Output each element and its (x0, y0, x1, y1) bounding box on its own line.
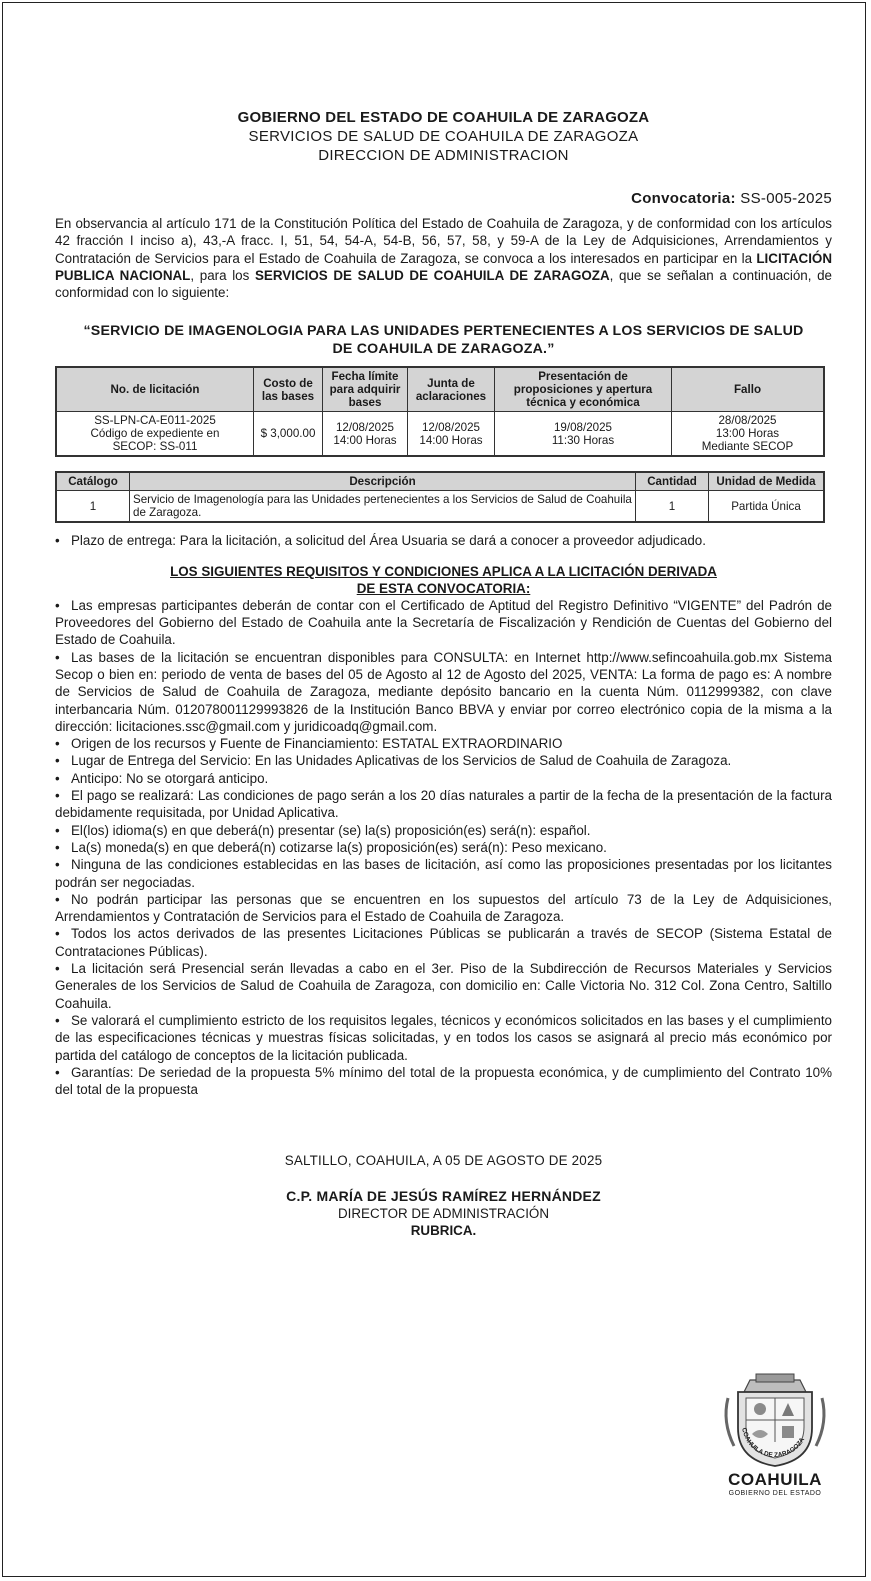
requisito-text: Lugar de Entrega del Servicio: En las Unidades Aplicativas de los Servicios de Salud de Coahuila de Zaragoza. (71, 753, 732, 769)
list-item (55, 770, 832, 787)
requisito-text: Las bases de la licitación se encuentran disponibles para CONSULTA: en Internet http://www.sefincoahuila.gob.mx Sistema Secop o bien en: periodo de venta de bases del 05 de Agosto al 12 de Agosto del 2025, VENTA: La forma de pago es: A nombre de Servicios de Salud de Coahuila de Zaragoza, mediante depósito bancario en la cuenta Núm. 0112999382, con clave interbancaria Núm. 012078001129993826 de la Institución Banco BBVA y enviar por correo electrónico copia de la misma a la dirección: licitaciones.ssc@gmail.com y juridicoadq@gmail.com. (55, 649, 832, 734)
table-row (56, 491, 824, 523)
requisito-text: La licitación será Presencial serán llevadas a cabo en el 3er. Piso de la Subdirección de Recursos Materiales y Servicios Generales de los Servicios de Salud de Coahuila de Zaragoza, con domicilio en: Calle Victoria No. 312 Col. Zona Centro, Saltillo Coahuila. (55, 961, 832, 1011)
requisito-text: Las empresas participantes deberán de contar con el Certificado de Aptitud del Registro Definitivo “VIGENTE” del Padrón de Proveedores del Gobierno del Estado de Coahuila ante la Secretaría de Fiscalización y Rendición de Cuentas del Gobierno del Estado de Coahuila. (55, 597, 832, 648)
col-header: Unidad de Medida (709, 472, 825, 491)
bullet: • (55, 926, 60, 942)
table-header-row (56, 367, 824, 412)
intro-text-3: , que se señalan a continuación, de conformidad con lo siguiente: (55, 267, 832, 301)
rubrica: RUBRICA. (410, 1223, 477, 1239)
list-item (55, 856, 832, 891)
signature-block (55, 1188, 832, 1239)
signer-title: DIRECTOR DE ADMINISTRACIÓN (337, 1206, 550, 1222)
list-item (55, 649, 832, 735)
licitacion-secop-code: SECOP: SS-011 (112, 440, 198, 454)
cell-fecha-limite (323, 412, 408, 457)
bullet: • (55, 770, 60, 786)
cell-unidad: Partida Única (709, 491, 825, 523)
intro-bold-servicios: SERVICIOS DE SALUD DE COAHUILA DE ZARAGOZA (255, 267, 610, 283)
cell-cantidad: 1 (636, 491, 709, 523)
header-health-services: SERVICIOS DE SALUD DE COAHUILA DE ZARAGOZA (248, 128, 639, 145)
requisito-text: El(los) idioma(s) en que deberá(n) presentar (se) la(s) proposición(es) será(n): español. (71, 822, 591, 838)
requisito-text: El pago se realizará: Las condiciones de pago serán a los 20 días naturales a partir de la fecha de la presentación de la factura debidamente requisitada, por Unidad Aplicativa. (55, 788, 832, 821)
table-row (56, 412, 824, 457)
list-item (55, 1012, 832, 1064)
cell-presentacion (495, 412, 672, 457)
list-item (55, 925, 832, 960)
requisito-text: Ninguna de las condiciones establecidas en las bases de licitación, así como las proposiciones presentadas por los licitantes podrán ser negociadas. (55, 857, 832, 890)
cell-fallo (672, 412, 825, 457)
header-government: GOBIERNO DEL ESTADO DE COAHUILA DE ZARAGOZA (237, 109, 650, 126)
bullet: • (55, 839, 60, 855)
bullet: • (55, 961, 60, 977)
coahuila-logo (720, 1372, 830, 1502)
col-header: Catálogo (56, 472, 130, 491)
bullet: • (55, 533, 60, 549)
licitacion-table (55, 366, 825, 457)
requisitos-title (55, 563, 832, 597)
licitacion-number: SS-LPN-CA-E011-2025 (94, 414, 216, 428)
fallo-time: 13:00 Horas (715, 427, 780, 441)
header-direction: DIRECCION DE ADMINISTRACION (318, 147, 569, 164)
licitacion-code-label: Código de expediente en (90, 427, 220, 441)
requisito-text: Se valorará el cumplimiento estricto de los requisitos legales, técnicos y económicos solicitados en las bases y el cumplimiento de las especificaciones técnicas y muestras físicas solicitadas, y en todos los casos se asignará al precio más económico por partida del catálogo de conceptos de la licitación publicada. (55, 1012, 832, 1063)
requisitos-title-line-1: LOS SIGUIENTES REQUISITOS Y CONDICIONES APLICA A LA LICITACIÓN DERIVADA (170, 563, 717, 579)
cell-costo: $ 3,000.00 (254, 412, 323, 457)
requisito-text: Origen de los recursos y Fuente de Financiamiento: ESTATAL EXTRAORDINARIO (71, 736, 563, 752)
intro-text-2: , para los (190, 267, 255, 283)
requisito-text: La(s) moneda(s) en que deberá(n) cotizarse la(s) proposición(es) será(n): Peso mexicano. (71, 839, 607, 855)
requisito-text: Garantías: De seriedad de la propuesta 5% mínimo del total de la propuesta económica, y de cumplimiento del Contrato 10% del total de la propuesta (55, 1064, 832, 1098)
service-title-line-1: “SERVICIO DE IMAGENOLOGIA PARA LAS UNIDADES PERTENECIENTES A LOS SERVICIOS DE SALUD (83, 323, 804, 340)
signer-name: C.P. MARÍA DE JESÚS RAMÍREZ HERNÁNDEZ (286, 1188, 601, 1205)
cell-catalogo: 1 (56, 491, 130, 523)
list-item (55, 960, 832, 1012)
junta-time: 14:00 Horas (419, 433, 483, 447)
col-header: Junta de aclaraciones (408, 367, 495, 412)
col-header: Cantidad (636, 472, 709, 491)
intro-text-1: En observancia al artículo 171 de la Constitución Política del Estado de Coahuila de Zaragoza, y de conformidad con los artículos 42 fracción I inciso a), 43,-A fracc. I, 51, 54, 54-A, 54-B, 56, 57, 58, y 59-A de la Ley de Adquisiciones, Arrendamientos y Contratación de Servicios para el Estado de Coahuila de Zaragoza, se convoca a los interesados en participar en la (55, 216, 832, 266)
col-header: No. de licitación (56, 367, 254, 412)
col-header: Descripción (130, 472, 636, 491)
bullet: • (55, 736, 60, 752)
plazo-entrega (55, 532, 832, 549)
service-title-line-2: DE COAHUILA DE ZARAGOZA.” (332, 340, 555, 357)
list-item (55, 839, 832, 856)
list-item (55, 1064, 832, 1099)
fecha-date: 12/08/2025 (335, 420, 395, 434)
catalog-table (55, 471, 825, 523)
requisito-text: No podrán participar las personas que se encuentren en los supuestos del artículo 73 de la Ley de Adquisiciones, Arrendamientos y Contratación de Servicios para el Estado de Coahuila de Zaragoza. (55, 891, 832, 925)
col-header: Costo de las bases (254, 367, 323, 412)
list-item (55, 597, 832, 649)
presentacion-time: 11:30 Horas (551, 433, 615, 447)
coahuila-subtitle: GOBIERNO DEL ESTADO (728, 1490, 822, 1497)
intro-bold-licitacion: LICITACIÓN PUBLICA NACIONAL (55, 250, 832, 283)
list-item (55, 752, 832, 769)
bullet: • (55, 597, 60, 613)
requisitos-title-line-2: DE ESTA CONVOCATORIA: (356, 580, 531, 596)
bullet: • (55, 822, 60, 838)
bullet: • (55, 1012, 60, 1028)
requisito-text: Anticipo: No se otorgará anticipo. (71, 770, 269, 786)
cell-descripcion: Servicio de Imagenología para las Unidades pertenecientes a los Servicios de Salud de Coahuila de Zaragoza. (130, 491, 636, 523)
fecha-time: 14:00 Horas (333, 433, 397, 447)
convocatoria-label: Convocatoria: (631, 190, 736, 207)
presentacion-date: 19/08/2025 (553, 420, 613, 434)
col-header: Presentación de proposiciones y apertura técnica y económica (495, 367, 672, 412)
intro-paragraph (55, 215, 832, 301)
seal-text-path: COAHUILA DE ZARAGOZA (740, 1427, 807, 1460)
list-item (55, 891, 832, 926)
cell-junta (408, 412, 495, 457)
cell-licitacion (56, 412, 254, 457)
bullet: • (55, 891, 60, 907)
bullet: • (55, 753, 60, 769)
col-header: Fecha límite para adquirir bases (323, 367, 408, 412)
table-header-row (56, 472, 824, 491)
junta-date: 12/08/2025 (421, 420, 481, 434)
document-body (55, 108, 832, 1239)
list-item (55, 787, 832, 822)
bullet: • (55, 857, 60, 873)
col-header: Fallo (672, 367, 825, 412)
fallo-date: 28/08/2025 (718, 414, 777, 428)
header (55, 108, 832, 165)
requisito-text: Todos los actos derivados de las presentes Licitaciones Públicas se publicarán a través de SECOP (Sistema Estatal de Contrataciones Públicas). (55, 926, 832, 959)
list-item (55, 735, 832, 752)
coahuila-wordmark: COAHUILA (728, 1470, 822, 1489)
bullet: • (55, 788, 60, 804)
requisitos-list (55, 597, 832, 1099)
coat-of-arms-icon (720, 1372, 830, 1468)
convocatoria-number: SS-005-2025 (740, 190, 832, 207)
bullet: • (55, 1064, 60, 1080)
list-item (55, 822, 832, 839)
plazo-text: Plazo de entrega: Para la licitación, a solicitud del Área Usuaria se dará a conocer a proveedor adjudicado. (71, 533, 706, 549)
closing-place-date: SALTILLO, COAHUILA, A 05 DE AGOSTO DE 2025 (284, 1153, 603, 1169)
bullet: • (55, 649, 60, 665)
fallo-mode: Mediante SECOP (701, 440, 794, 454)
service-title (55, 323, 832, 358)
convocatoria (55, 190, 832, 207)
